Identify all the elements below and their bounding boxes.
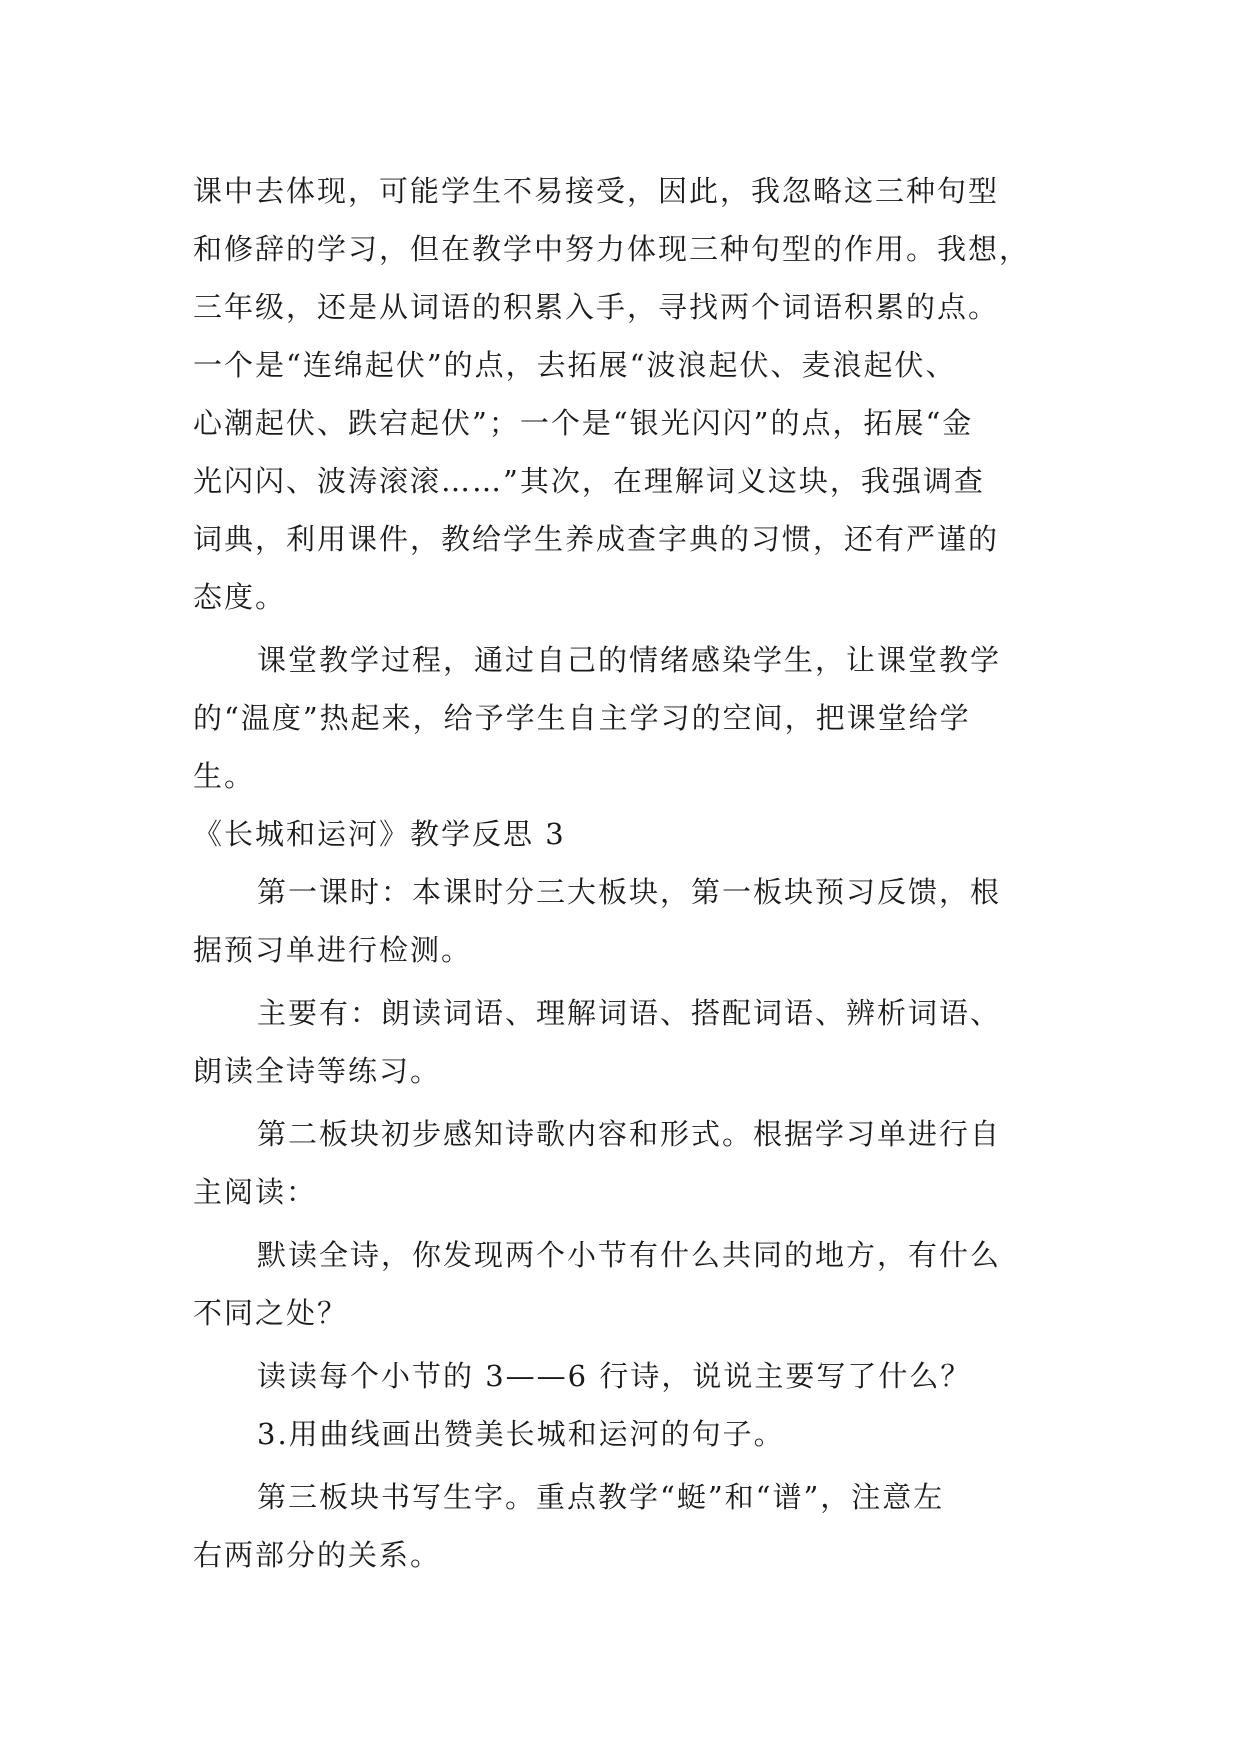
text-line: 心潮起伏、跌宕起伏”；一个是“银光闪闪”的点，拓展“金	[193, 406, 974, 440]
text-line: 课堂教学过程，通过自己的情绪感染学生，让课堂教学	[257, 643, 1002, 677]
paragraph	[193, 1105, 1073, 1221]
paragraph	[193, 631, 1073, 805]
text-line: 默读全诗，你发现两个小节有什么共同的地方，有什么	[257, 1238, 1002, 1272]
text-line: 课中去体现，可能学生不易接受，因此，我忽略这三种句型	[193, 174, 1000, 208]
document-body	[193, 162, 1073, 1584]
paragraph	[193, 984, 1073, 1100]
paragraph	[193, 162, 1073, 626]
text-line: 第二板块初步感知诗歌内容和形式。根据学习单进行自	[257, 1117, 1002, 1151]
paragraph	[193, 1468, 1073, 1584]
text-line: 据预习单进行检测。	[193, 933, 473, 967]
text-line: 读读每个小节的 3——6 行诗，说说主要写了什么？	[257, 1359, 972, 1393]
text-line: 第一课时：本课时分三大板块，第一板块预习反馈，根	[257, 875, 1002, 909]
paragraph	[193, 863, 1073, 979]
text-line: 3.用曲线画出赞美长城和运河的句子。	[257, 1417, 785, 1451]
text-line: 一个是“连绵起伏”的点，去拓展“波浪起伏、麦浪起伏、	[193, 348, 957, 382]
text-line: 光闪闪、波涛滚滚……”其次，在理解词义这块，我强调查	[193, 464, 985, 498]
text-line: 态度。	[193, 580, 287, 614]
text-line: 不同之处？	[193, 1296, 349, 1330]
paragraph	[193, 1226, 1073, 1342]
text-line: 生。	[193, 759, 256, 793]
text-line: 主要有：朗读词语、理解词语、搭配词语、辨析词语、	[257, 996, 1002, 1030]
text-line: 的“温度”热起来，给予学生自主学习的空间，把课堂给学	[193, 701, 971, 735]
text-line: 朗读全诗等练习。	[193, 1054, 442, 1088]
text-line: 右两部分的关系。	[193, 1538, 442, 1572]
text-line: 三年级，还是从词语的积累入手，寻找两个词语积累的点。	[193, 290, 1000, 324]
text-line: 第三板块书写生字。重点教学“蜓”和“谱”，注意左	[257, 1480, 945, 1514]
text-line: 词典，利用课件，教给学生养成查字典的习惯，还有严谨的	[193, 522, 1000, 556]
text-line: 主阅读：	[193, 1175, 318, 1209]
section-title: 《长城和运河》教学反思 3	[193, 817, 566, 851]
text-line: 和修辞的学习，但在教学中努力体现三种句型的作用。我想，	[193, 232, 1031, 266]
